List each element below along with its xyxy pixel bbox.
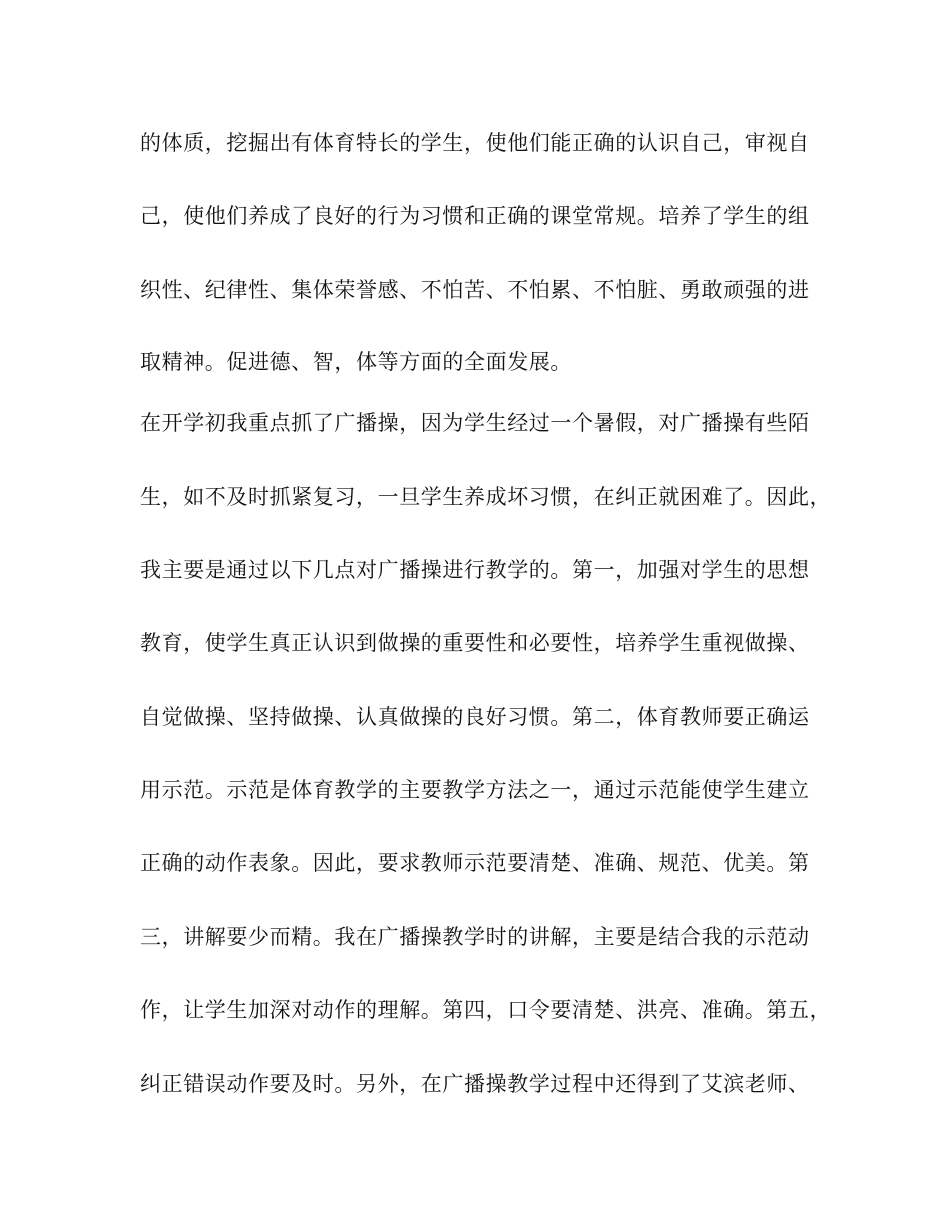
- text-line-10: 用示范。示范是体育教学的主要教学方法之一，通过示范能使学生建立: [140, 778, 810, 802]
- text-line-8: 教育，使学生真正认识到做操的重要性和必要性，培养学生重视做操、: [140, 631, 810, 655]
- text-line-13: 作，让学生加深对动作的理解。第四，口令要清楚、洪亮、准确。第五，: [140, 998, 832, 1022]
- text-line-3: 织性、纪律性、集体荣誉感、不怕苦、不怕累、不怕脏、勇敢顽强的进: [140, 278, 810, 302]
- text-line-6: 生，如不及时抓紧复习，一旦学生养成坏习惯，在纠正就困难了。因此，: [140, 485, 832, 509]
- text-line-2: 己，使他们养成了良好的行为习惯和正确的课堂常规。培养了学生的组: [140, 204, 810, 228]
- text-line-12: 三，讲解要少而精。我在广播操教学时的讲解，主要是结合我的示范动: [140, 925, 810, 949]
- text-line-11: 正确的动作表象。因此，要求教师示范要清楚、准确、规范、优美。第: [140, 851, 810, 875]
- text-line-4: 取精神。促进德、智，体等方面的全面发展。: [140, 350, 572, 374]
- text-line-14: 纠正错误动作要及时。另外，在广播操教学过程中还得到了艾滨老师、: [140, 1072, 810, 1096]
- text-line-7: 我主要是通过以下几点对广播操进行教学的。第一，加强对学生的思想: [140, 558, 810, 582]
- text-line-5: 在开学初我重点抓了广播操，因为学生经过一个暑假，对广播操有些陌: [140, 411, 810, 435]
- text-line-1: 的体质，挖掘出有体育特长的学生，使他们能正确的认识自己，审视自: [140, 131, 810, 155]
- text-line-9: 自觉做操、坚持做操、认真做操的良好习惯。第二，体育教师要正确运: [140, 705, 810, 729]
